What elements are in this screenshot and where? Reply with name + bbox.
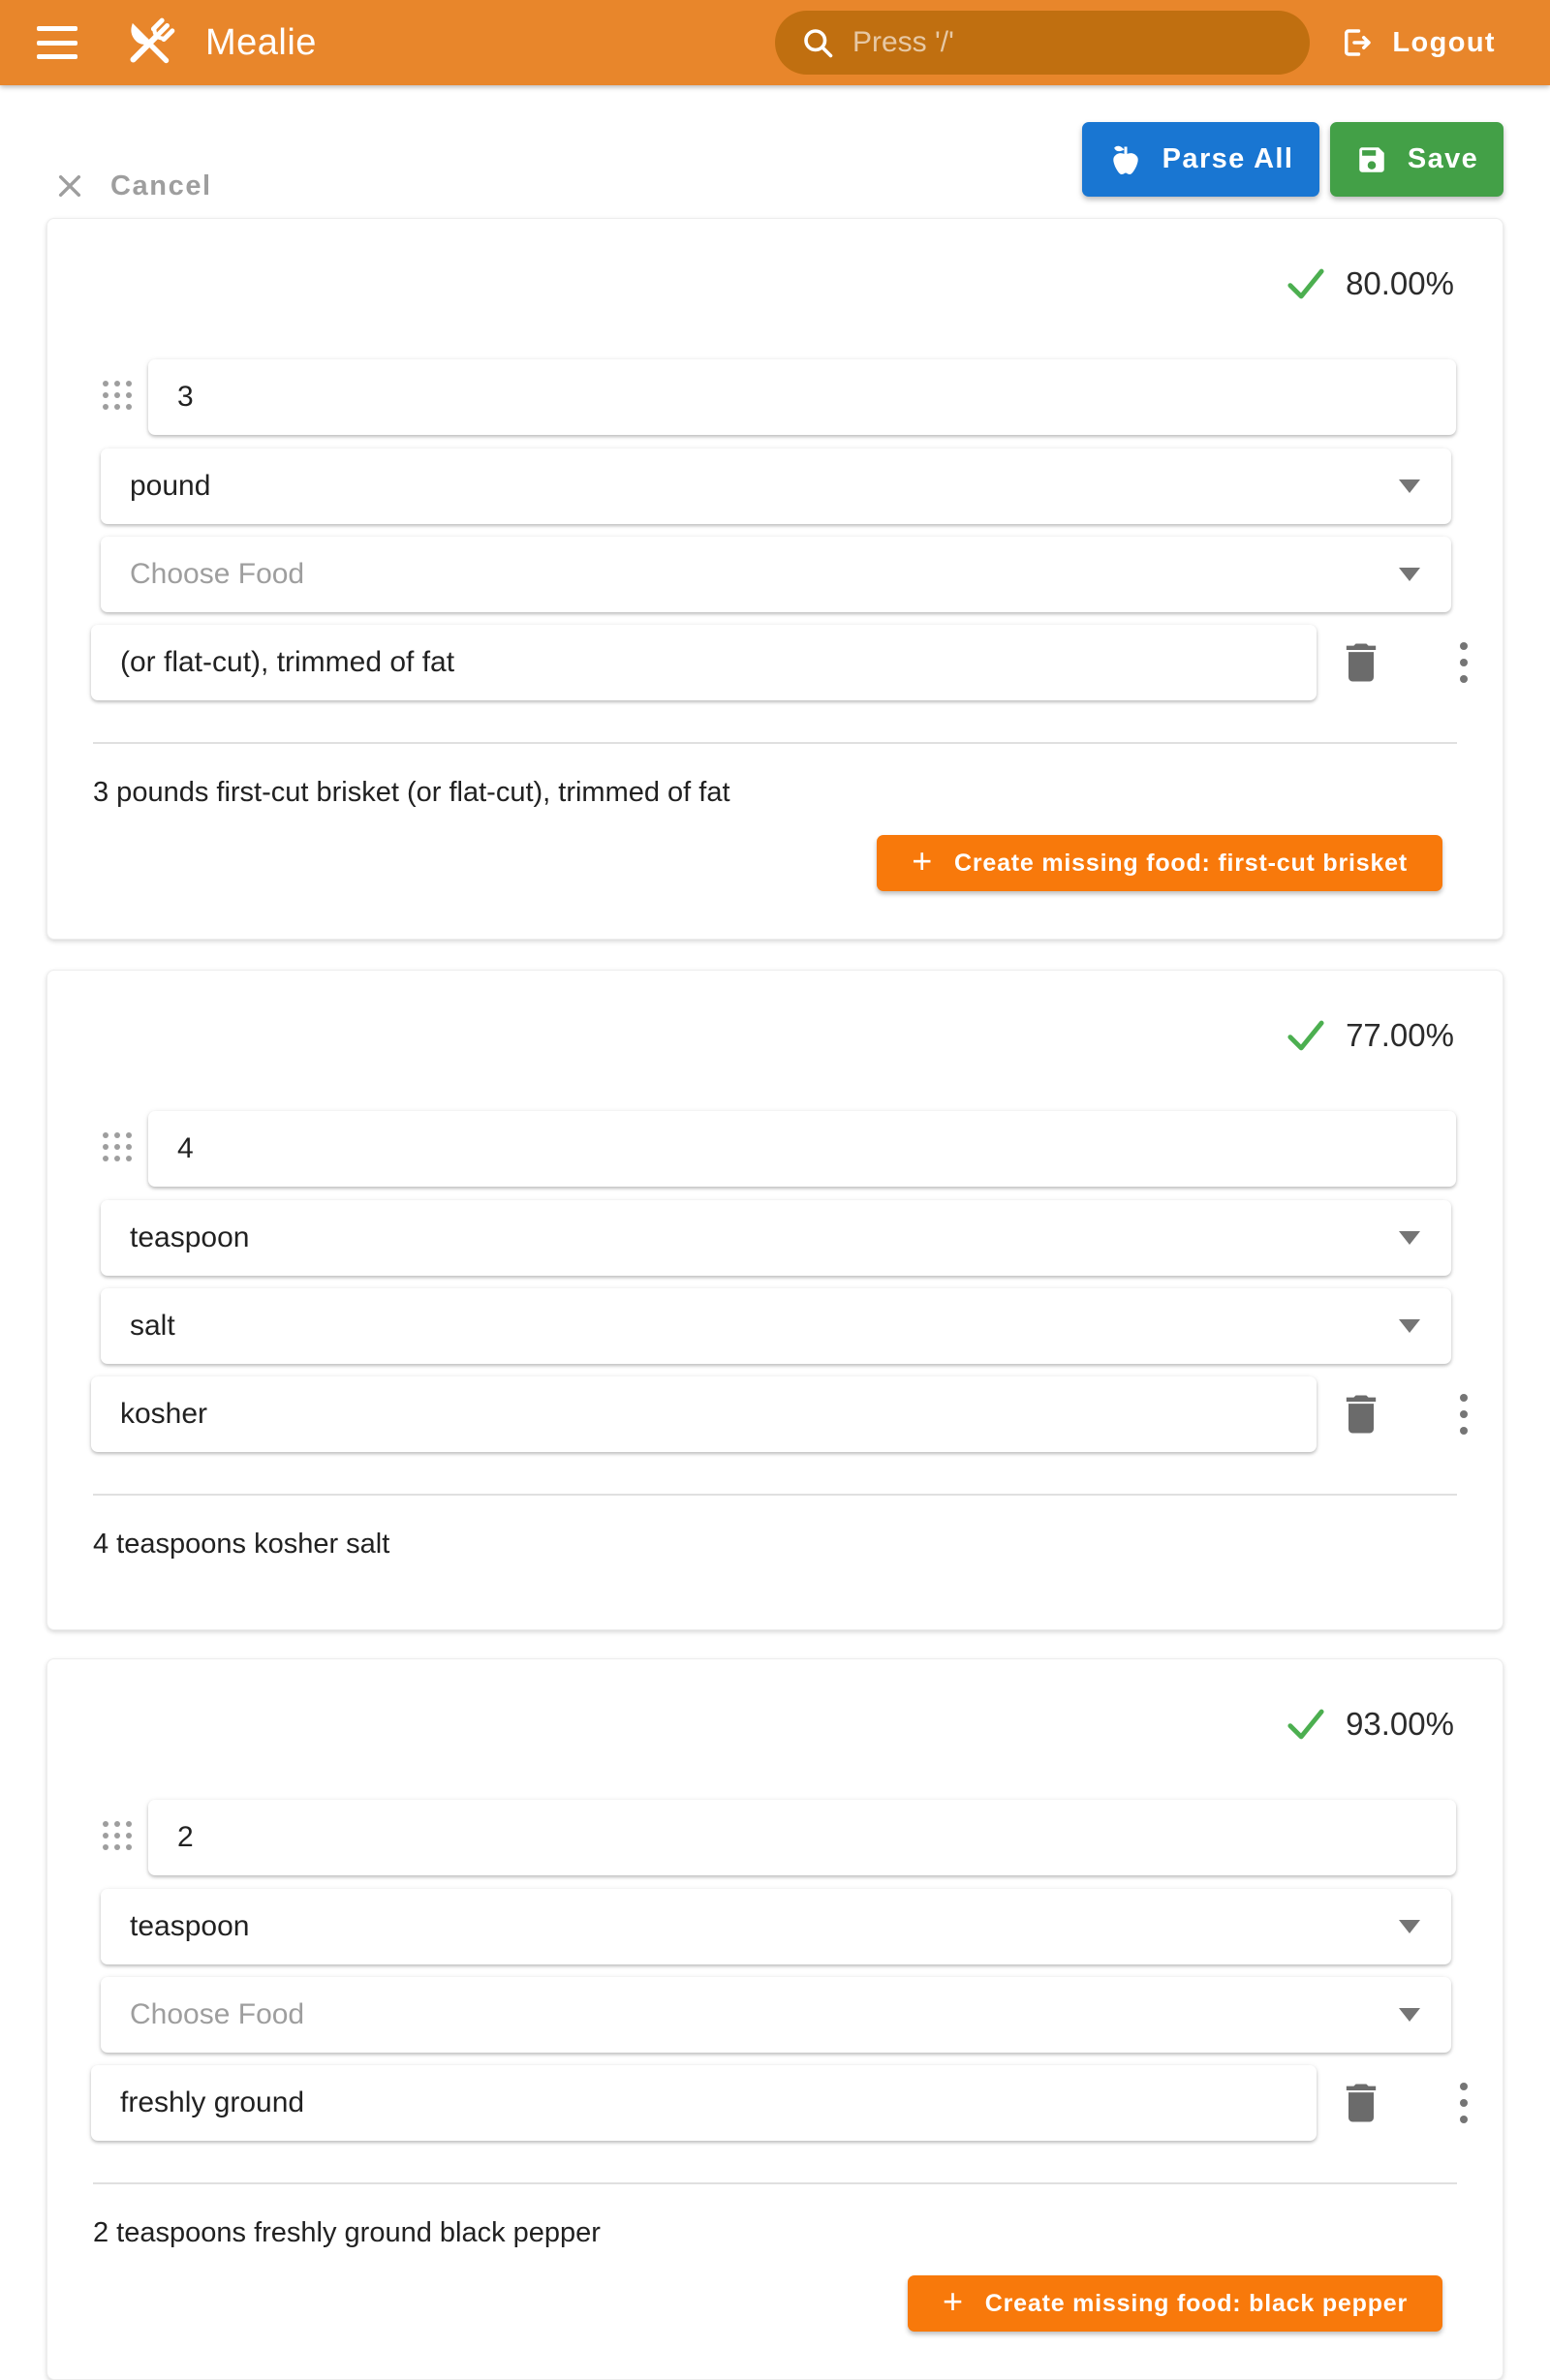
ingredient-card-2: [46, 970, 1504, 1630]
food-select[interactable]: [101, 537, 1451, 612]
logout-icon: [1340, 25, 1375, 60]
note-input[interactable]: [120, 646, 1287, 679]
quantity-field[interactable]: [148, 1800, 1456, 1875]
search-icon: [800, 25, 835, 60]
check-icon: [1286, 1018, 1326, 1053]
food-value: salt: [130, 1310, 175, 1342]
note-input[interactable]: [120, 1398, 1287, 1431]
chevron-down-icon: [1399, 568, 1420, 581]
food-select[interactable]: [101, 1977, 1451, 2053]
quantity-field[interactable]: [148, 359, 1456, 435]
app-title: Mealie: [205, 21, 317, 63]
food-placeholder: Choose Food: [130, 558, 305, 590]
more-options-icon[interactable]: [1450, 637, 1477, 688]
confidence-indicator: [1286, 1017, 1454, 1054]
confidence-value: 93.00%: [1346, 1706, 1454, 1742]
ingredient-summary: 4 teaspoons kosher salt: [93, 1529, 390, 1560]
unit-value: teaspoon: [130, 1221, 250, 1253]
food-select[interactable]: [101, 1288, 1451, 1364]
chevron-down-icon: [1399, 1920, 1420, 1933]
create-missing-food-button[interactable]: [877, 835, 1442, 891]
check-icon: [1286, 266, 1326, 301]
ingredient-summary: 2 teaspoons freshly ground black pepper: [93, 2217, 601, 2248]
unit-value: pound: [130, 470, 211, 502]
unit-value: teaspoon: [130, 1910, 250, 1942]
cancel-label: Cancel: [110, 170, 212, 201]
app-header: [0, 0, 1550, 85]
create-missing-food-label: Create missing food: black pepper: [984, 2289, 1408, 2317]
food-placeholder: Choose Food: [130, 1998, 305, 2030]
delete-icon[interactable]: [1336, 2078, 1386, 2128]
chevron-down-icon: [1399, 1319, 1420, 1333]
parse-all-label: Parse All: [1162, 143, 1294, 174]
check-icon: [1286, 1707, 1326, 1742]
chevron-down-icon: [1399, 479, 1420, 493]
close-icon: [54, 170, 85, 201]
confidence-value: 77.00%: [1346, 1017, 1454, 1053]
unit-select[interactable]: [101, 448, 1451, 524]
delete-icon[interactable]: [1336, 637, 1386, 688]
more-options-icon[interactable]: [1450, 1389, 1477, 1439]
search-input[interactable]: [852, 26, 1285, 59]
confidence-indicator: [1286, 265, 1454, 302]
note-field[interactable]: [91, 1376, 1317, 1452]
ingredient-summary: 3 pounds first-cut brisket (or flat-cut), trimmed of fat: [93, 777, 730, 808]
mealie-logo-icon: [118, 11, 182, 75]
logout-label: Logout: [1392, 26, 1496, 58]
menu-icon[interactable]: [37, 26, 78, 59]
quantity-field[interactable]: [148, 1111, 1456, 1187]
save-button[interactable]: [1330, 122, 1504, 197]
cancel-button[interactable]: [54, 157, 212, 215]
plus-icon: +: [912, 841, 934, 881]
ingredient-card-1: [46, 218, 1504, 940]
quantity-input[interactable]: [177, 1821, 1427, 1854]
save-label: Save: [1407, 143, 1479, 174]
note-field[interactable]: [91, 2065, 1317, 2141]
note-input[interactable]: [120, 2086, 1287, 2119]
more-options-icon[interactable]: [1450, 2078, 1477, 2128]
parse-all-button[interactable]: [1082, 122, 1319, 197]
note-field[interactable]: [91, 625, 1317, 700]
drag-handle-icon[interactable]: [103, 1132, 132, 1161]
confidence-value: 80.00%: [1346, 265, 1454, 301]
divider: [93, 2182, 1457, 2184]
plus-icon: +: [942, 2281, 964, 2321]
logout-button[interactable]: [1340, 0, 1496, 85]
divider: [93, 742, 1457, 744]
create-missing-food-button[interactable]: [908, 2275, 1442, 2332]
apple-icon: [1108, 142, 1143, 177]
delete-icon[interactable]: [1336, 1389, 1386, 1439]
ingredient-card-3: [46, 1658, 1504, 2380]
drag-handle-icon[interactable]: [103, 1821, 132, 1850]
quantity-input[interactable]: [177, 1132, 1427, 1165]
chevron-down-icon: [1399, 2008, 1420, 2022]
create-missing-food-label: Create missing food: first-cut brisket: [954, 849, 1408, 877]
divider: [93, 1494, 1457, 1496]
confidence-indicator: [1286, 1706, 1454, 1743]
save-icon: [1355, 143, 1388, 176]
search-bar[interactable]: [775, 11, 1310, 75]
quantity-input[interactable]: [177, 381, 1427, 414]
unit-select[interactable]: [101, 1200, 1451, 1276]
chevron-down-icon: [1399, 1231, 1420, 1245]
drag-handle-icon[interactable]: [103, 381, 132, 410]
unit-select[interactable]: [101, 1889, 1451, 1964]
